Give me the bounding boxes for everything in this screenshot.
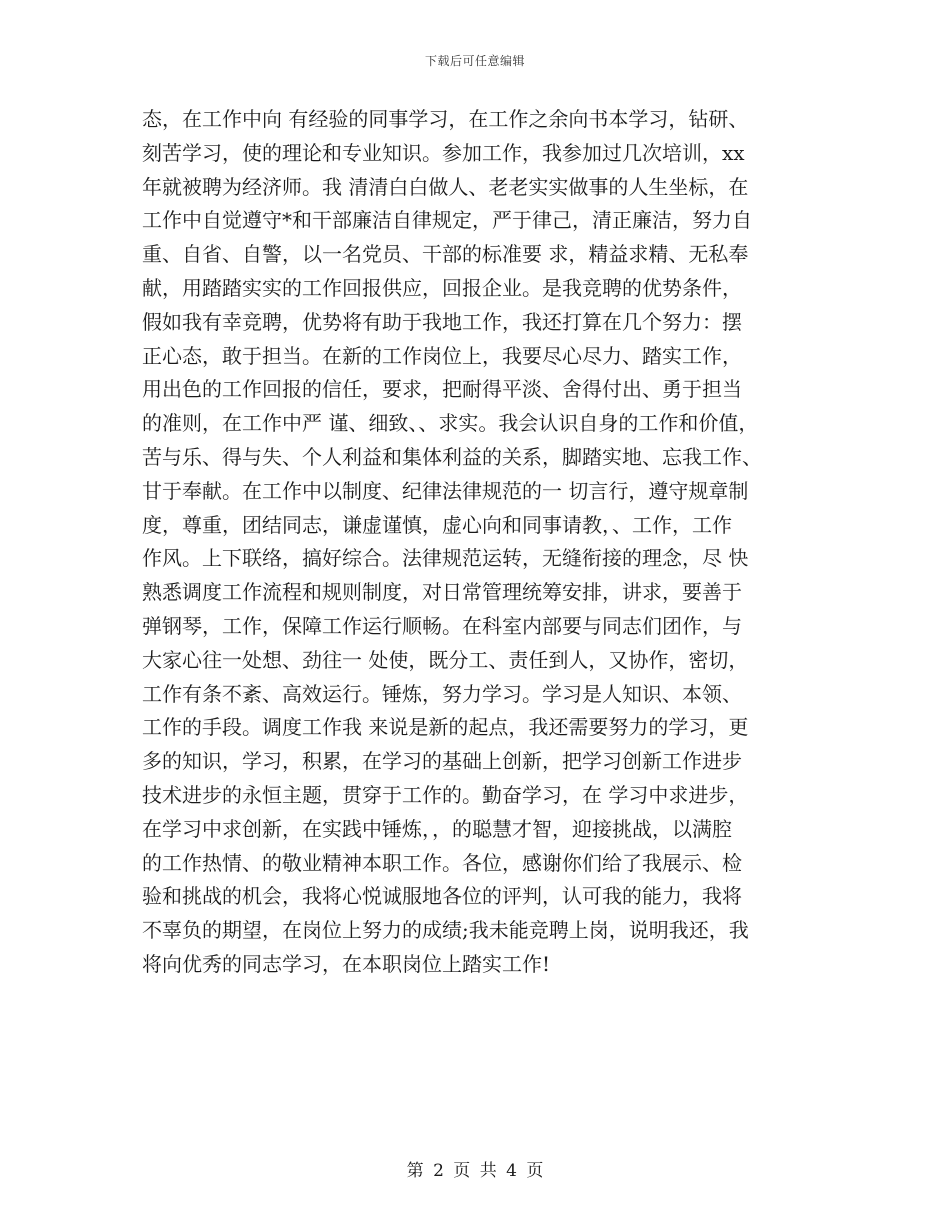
- text-line: 技术进步的永恒主题，贯穿于工作的。勤奋学习，在 学习中求进步，: [142, 782, 749, 807]
- text-line: 正心态，敢于担当。在新的工作岗位上，我要尽心尽力、踏实工作，: [142, 343, 742, 368]
- text-line: 重、自省、自警，以一名党员、干部的标准要 求，精益求精、无私奉: [142, 242, 749, 267]
- text-line: 在学习中求创新，在实践中锤炼，，的聪慧才智，迎接挑战，以满腔: [142, 816, 732, 841]
- page-header: 下载后可任意编辑: [424, 54, 525, 68]
- text-line: 的准则，在工作中严 谨、细致、、求实。我会认识自身的工作和价值，: [142, 411, 759, 436]
- text-line: 将向优秀的同志学习，在本职岗位上踏实工作!: [142, 951, 551, 976]
- text-line: 的工作热情、的敬业精神本职工作。各位，感谢你们给了我展示、检: [142, 850, 742, 875]
- text-line: 假如我有幸竞聘，优势将有助于我地工作，我还打算在几个努力：摆: [142, 309, 742, 334]
- text-line: 熟悉调度工作流程和规则制度，对日常管理统筹安排，讲求，要善于: [142, 580, 742, 605]
- text-line: 献，用踏踏实实的工作回报供应，回报企业。是我竞聘的优势条件，: [142, 275, 742, 300]
- text-line: 年就被聘为经济师。我 清清白白做人、老老实实做事的人生坐标，在: [142, 174, 749, 199]
- page-number-footer: 第 2 页 共 4 页: [406, 1161, 544, 1181]
- text-line: 工作的手段。调度工作我 来说是新的起点，我还需要努力的学习，更: [142, 715, 749, 740]
- text-line: 不辜负的期望，在岗位上努力的成绩;我未能竞聘上岗，说明我还，我: [142, 918, 749, 943]
- text-line: 工作有条不紊、高效运行。锤炼，努力学习。学习是人知识、本领、: [142, 681, 742, 706]
- text-line: 苦与乐、得与失、个人利益和集体利益的关系，脚踏实地、忘我工作、: [142, 444, 762, 469]
- text-line: 工作中自觉遵守*和干部廉洁自律规定，严于律己，清正廉洁，努力自: [142, 208, 752, 233]
- text-line: 验和挑战的机会，我将心悦诚服地各位的评判，认可我的能力，我将: [142, 884, 742, 909]
- text-line: 弹钢琴，工作，保障工作运行顺畅。在科室内部要与同志们团作，与: [142, 613, 742, 638]
- text-line: 作风。上下联络，搞好综合。法律规范运转，无缝衔接的理念，尽 快: [142, 546, 749, 571]
- text-line: 用出色的工作回报的信任，要求，把耐得平淡、舍得付出、勇于担当: [142, 377, 742, 402]
- text-line: 多的知识，学习，积累，在学习的基础上创新，把学习创新工作进步: [142, 749, 742, 774]
- text-line: 甘于奉献。在工作中以制度、纪律法律规范的一 切言行，遵守规章制: [142, 478, 749, 503]
- text-line: 大家心往一处想、劲往一 处使，既分工、责任到人，又协作，密切，: [142, 647, 749, 672]
- text-line: 刻苦学习，使的理论和专业知识。参加工作，我参加过几次培训，xx: [142, 140, 745, 165]
- body-text: [142, 103, 822, 982]
- text-line: 度，尊重，团结同志，谦虚谨慎，虚心向和同事请教，、工作，工作: [142, 512, 732, 537]
- text-line: 态，在工作中向 有经验的同事学习，在工作之余向书本学习，钻研、: [142, 107, 749, 131]
